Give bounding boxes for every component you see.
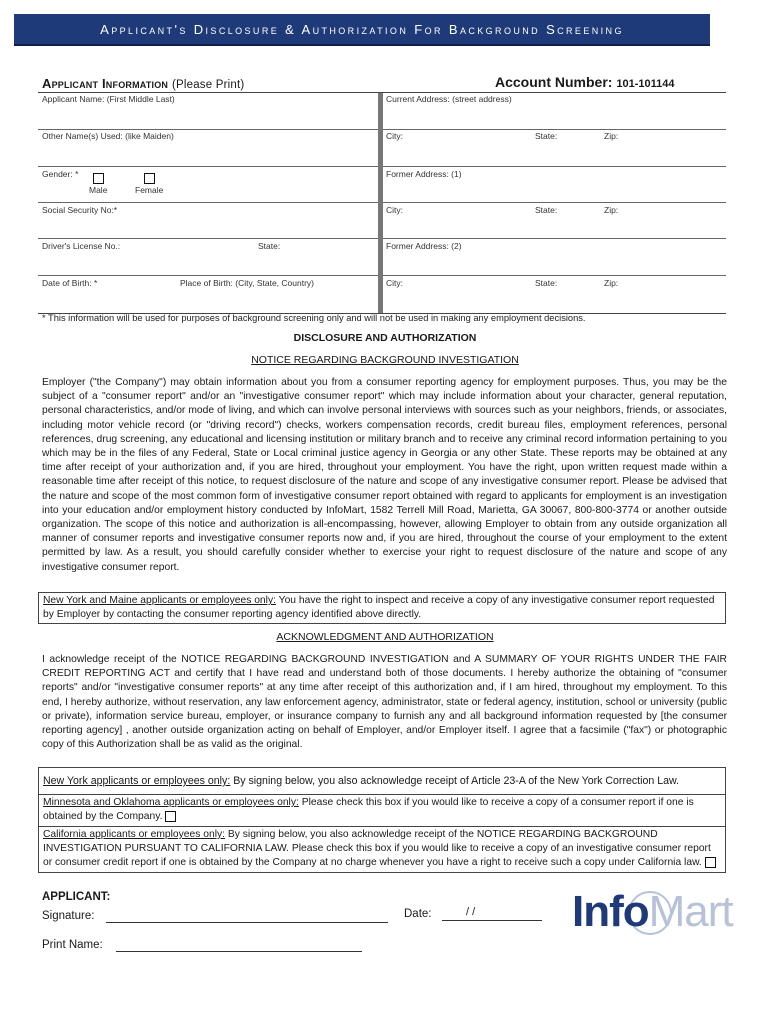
- mn-ok-text: Please check this box if you would like to receive a copy of a consumer report if one is obtained by the Company.: [43, 797, 694, 822]
- infomart-logo: InfoMart: [572, 887, 733, 936]
- dl-state-field[interactable]: State:: [258, 241, 281, 251]
- privacy-footnote: * This information will be used for purposes of background screening only and will not be used in making any employment decisions.: [42, 313, 586, 323]
- california-notice: [38, 827, 726, 873]
- drivers-license-field[interactable]: Driver's License No.:: [42, 241, 121, 251]
- signature-line[interactable]: [106, 922, 388, 923]
- ca-text: By signing below, you also acknowledge receipt of the NOTICE REGARDING BACKGROUND INVESTIGATION PURSUANT TO CALIFORNIA LAW. Please check this box if you would like to receive a copy of an investigative consumer report or consumer credit report if one is obtained by the Company at no charge whenever you have a right to receive such a copy under California law.: [43, 829, 711, 868]
- former-2-city-field[interactable]: City:: [386, 278, 403, 288]
- account-number: Account Number: 101-101144: [495, 74, 675, 90]
- ny-text: By signing below, you also acknowledge receipt of Article 23-A of the New York Correction Law.: [230, 775, 679, 787]
- row-line: [383, 238, 726, 239]
- ca-lead: California applicants or employees only:: [43, 829, 226, 840]
- applicant-info-grid: [38, 92, 726, 314]
- account-number-value: 101-101144: [616, 78, 675, 90]
- date-separators: / /: [466, 906, 476, 918]
- ssn-field[interactable]: Social Security No:*: [42, 205, 118, 215]
- mn-ok-lead: Minnesota and Oklahoma applicants or employees only:: [43, 797, 299, 808]
- acknowledgment-heading: ACKNOWLEDGMENT AND AUTHORIZATION: [276, 631, 494, 643]
- female-checkbox[interactable]: [144, 173, 155, 184]
- mn-ok-copy-checkbox[interactable]: [165, 811, 176, 822]
- disclosure-heading: DISCLOSURE AND AUTHORIZATION: [293, 332, 477, 344]
- former-1-city-field[interactable]: City:: [386, 205, 403, 215]
- male-checkbox[interactable]: [93, 173, 104, 184]
- row-line: [383, 166, 726, 167]
- row-line: [38, 129, 378, 130]
- ny-maine-lead: New York and Maine applicants or employees only:: [43, 595, 276, 606]
- place-of-birth-field[interactable]: Place of Birth: (City, State, Country): [180, 278, 314, 288]
- former-address-2-field[interactable]: Former Address: (2): [386, 241, 462, 251]
- acknowledgment-paragraph: I acknowledge receipt of the NOTICE REGARDING BACKGROUND INVESTIGATION and A SUMMARY OF YOUR RIGHTS UNDER THE FAIR CREDIT REPORTING ACT and certify that I have read and understand both of those documents. I hereby authorize the obtaining of "consumer reports" and/or "investigative consumer reports" at any time after receipt of this authorization and, if I am hired, throughout my employment. To this end, I hereby authorize, without reservation, any law enforcement agency, administrator, state or federal agency, institution, school or university (public or private), information service bureau, employer, or insurance company to furnish any and all background information requested by [the consumer reporting agency] , another outside organization acting on behalf of Employer, and/or Employer itself. I agree that a facsimile ("fax") or photographic copy of this Authorization shall be as valid as the original.: [42, 654, 727, 751]
- gender-label: Gender: *: [42, 169, 79, 179]
- row-line: [383, 202, 726, 203]
- please-print-note: (Please Print): [171, 79, 245, 91]
- row-line: [383, 275, 726, 276]
- current-city-field[interactable]: City:: [386, 131, 403, 141]
- notice-heading: NOTICE REGARDING BACKGROUND INVESTIGATION: [251, 354, 519, 366]
- male-label: Male: [89, 185, 108, 195]
- ny-lead: New York applicants or employees only:: [43, 775, 231, 787]
- date-label: Date:: [404, 908, 432, 920]
- mn-ok-notice: [38, 795, 726, 827]
- ca-copy-checkbox[interactable]: [705, 857, 716, 868]
- row-line: [38, 238, 378, 239]
- applicant-name-field[interactable]: Applicant Name: (First Middle Last): [42, 94, 175, 104]
- former-address-1-field[interactable]: Former Address: (1): [386, 169, 462, 179]
- former-1-state-field[interactable]: State:: [535, 205, 558, 215]
- other-names-field[interactable]: Other Name(s) Used: (like Maiden): [42, 131, 174, 141]
- row-line: [383, 129, 726, 130]
- date-line[interactable]: [442, 920, 542, 921]
- former-1-zip-field[interactable]: Zip:: [604, 205, 619, 215]
- female-label: Female: [135, 185, 164, 195]
- ny-maine-text: You have the right to inspect and receive a copy of any investigative consumer report requested by Employer by contacting the consumer reporting agency identified above directly.: [43, 595, 715, 620]
- applicant-information-heading: Applicant Information (Please Print): [42, 76, 245, 91]
- ny-maine-notice: [38, 592, 726, 624]
- notice-paragraph: Employer ("the Company") may obtain information about you from a consumer reporting agency for employment purposes. Thus, you may be the subject of a "consumer report" and/or an "investigative consumer report" which may include information about your character, general reputation, personal characteristics, and/or mode of living, and which can involve personal interviews with sources such as your neighbors, friends, or associates, including motor vehicle record (or "driving record") checks, workers compensation records, credit bureau files, employment references, personal references, drug screening, any educational and licensing institution or military branch and to receive any criminal record information pertaining to you which may be in the files of any Federal, State or Local criminal justice agency in Georgia or any other State. These reports may be obtained at any time after receipt of your authorization and, if you are hired, throughout your employment. You have the right, upon written request made within a reasonable time after receipt of this notice, to request disclosure of the nature and scope of any investigative consumer report. Please be advised that the nature and scope of the most common form of investigative consumer report obtained with regard to applicants for employment is an investigation into your education and/or employment history conducted by InfoMart, 1582 Terrell Mill Road, Marietta, GA 30067, 800-800-3774 or another outside organization. The scope of this notice and authorization is all-encompassing, however, allowing Employer to obtain from any outside organization all manner of consumer reports and investigative consumer reports now and, if you are hired, throughout the course of your employment to the extent permitted by law. As a result, you should carefully consider whether to exercise your right to request disclosure of the nature and scope of any investigative consumer report.: [42, 377, 727, 573]
- signature-label: Signature:: [42, 910, 95, 922]
- former-2-zip-field[interactable]: Zip:: [604, 278, 619, 288]
- row-line: [38, 166, 378, 167]
- date-of-birth-field[interactable]: Date of Birth: *: [42, 278, 98, 288]
- ny-correction-law-notice: [38, 767, 726, 795]
- current-state-field[interactable]: State:: [535, 131, 558, 141]
- current-zip-field[interactable]: Zip:: [604, 131, 619, 141]
- row-line: [38, 202, 378, 203]
- column-divider: [378, 93, 383, 313]
- current-address-field[interactable]: Current Address: (street address): [386, 94, 512, 104]
- print-name-line[interactable]: [116, 951, 362, 952]
- former-2-state-field[interactable]: State:: [535, 278, 558, 288]
- row-line: [38, 275, 378, 276]
- print-name-label: Print Name:: [42, 939, 103, 951]
- applicant-label: APPLICANT:: [42, 891, 111, 903]
- form-title-banner: Applicant's Disclosure & Authorization For Background Screening: [14, 14, 710, 46]
